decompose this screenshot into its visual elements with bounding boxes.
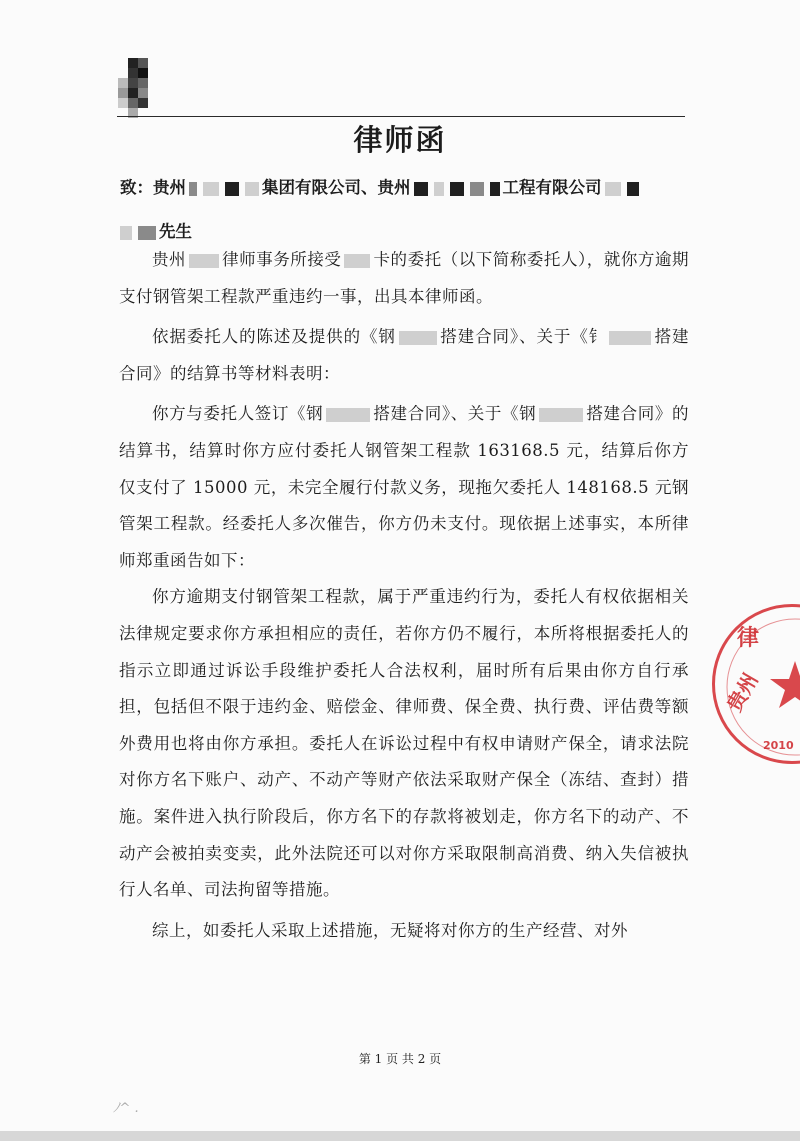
- redaction: [326, 408, 370, 422]
- redaction: [605, 182, 621, 196]
- addressee-person: 先生: [159, 222, 192, 241]
- official-seal: [712, 604, 800, 764]
- paragraph-1: [119, 242, 689, 315]
- paragraph-4: 你方逾期支付钢管架工程款，属于严重违约行为，委托人有权依据相关法律规定要求你方承担相应的责任，若你方仍不履行，本所将根据委托人的指示立即通过诉讼手段维护委托人合法权利，届时所有后果由你方自行承担，包括但不限于违约金、赔偿金、律师费、保全费、执行费、评估费等额外费用也将由你方承担。委托人在诉讼过程中有权申请财产保全，请求法院对你方名下账户、动产、不动产等财产依法采取财产保全（冻结、查封）措施。案件进入执行阶段后，你方名下的存款将被划走，你方名下的动产、不动产会被拍卖变卖，此外法院还可以对你方采取限制高消费、纳入失信被执行人名单、司法拘留等措施。: [119, 587, 689, 900]
- redaction: [539, 408, 583, 422]
- header-rule: [117, 116, 685, 117]
- text-span: 你方与委托人签订《钢: [152, 404, 324, 424]
- letter-body: [119, 242, 689, 949]
- addressee-line-1: [120, 166, 700, 210]
- redaction: [490, 182, 500, 196]
- text-span: 搭建合同》、关于《钢: [373, 404, 537, 424]
- page-number: 第 1 页 共 2 页: [358, 1052, 442, 1066]
- redacted-logo: [118, 58, 158, 124]
- redaction: [203, 182, 219, 196]
- redaction: [450, 182, 464, 196]
- redaction: [225, 182, 239, 196]
- addressee-block: [120, 166, 700, 254]
- redaction: [245, 182, 259, 196]
- redaction: [414, 182, 428, 196]
- redaction: [470, 182, 484, 196]
- redaction: [434, 182, 444, 196]
- document-title: 律师函: [353, 123, 447, 157]
- scan-edge: [0, 1131, 800, 1141]
- text-span: 贵州: [152, 250, 187, 269]
- company-2-name: 工程有限公司: [502, 178, 602, 197]
- redaction: [627, 182, 639, 196]
- paragraph-2: [119, 319, 689, 392]
- text-span: 搭建合同》的结算书等材料表明：: [119, 327, 690, 383]
- seal-text-side: 贵州: [721, 668, 763, 716]
- redaction: [189, 182, 197, 196]
- seal-text-top: 律: [737, 626, 760, 651]
- redaction: [344, 254, 370, 268]
- redaction: [120, 226, 132, 240]
- text-span: 搭建合同》的结算书，结算时你方应付委托人钢管架工程款 163168.5 元，结算后你方仅支付了 15000 元，未完全履行付款义务，现拖欠委托人 148168.5 元钢管架工程款。经委托人多次催告，你方仍未支付。现依据上述事实，本所律师郑重函告如下：: [119, 404, 690, 570]
- redaction: [609, 331, 651, 345]
- text-span: 律师事务所接受: [222, 250, 342, 269]
- addressee-prefix: 致：贵州: [120, 178, 186, 197]
- scan-mark: ﾉ^ .: [113, 1101, 139, 1116]
- paragraph-3: [119, 396, 689, 579]
- redaction: [399, 331, 437, 345]
- redaction: [138, 226, 156, 240]
- text-span: 卡的委托（以下简称委托人），就你方逾期支付钢管架工程款严重违约一事，出具本律师函。: [119, 250, 690, 306]
- text-span: 依据委托人的陈述及提供的《钢: [152, 327, 396, 347]
- redaction: [189, 254, 219, 268]
- company-1-name: 集团有限公司、贵州: [262, 178, 411, 197]
- paragraph-5: 综上，如委托人采取上述措施，无疑将对你方的生产经营、对外: [152, 920, 628, 940]
- text-span: 搭建合同》、关于《钅: [439, 327, 607, 347]
- seal-text-bottom: 2010: [763, 739, 794, 752]
